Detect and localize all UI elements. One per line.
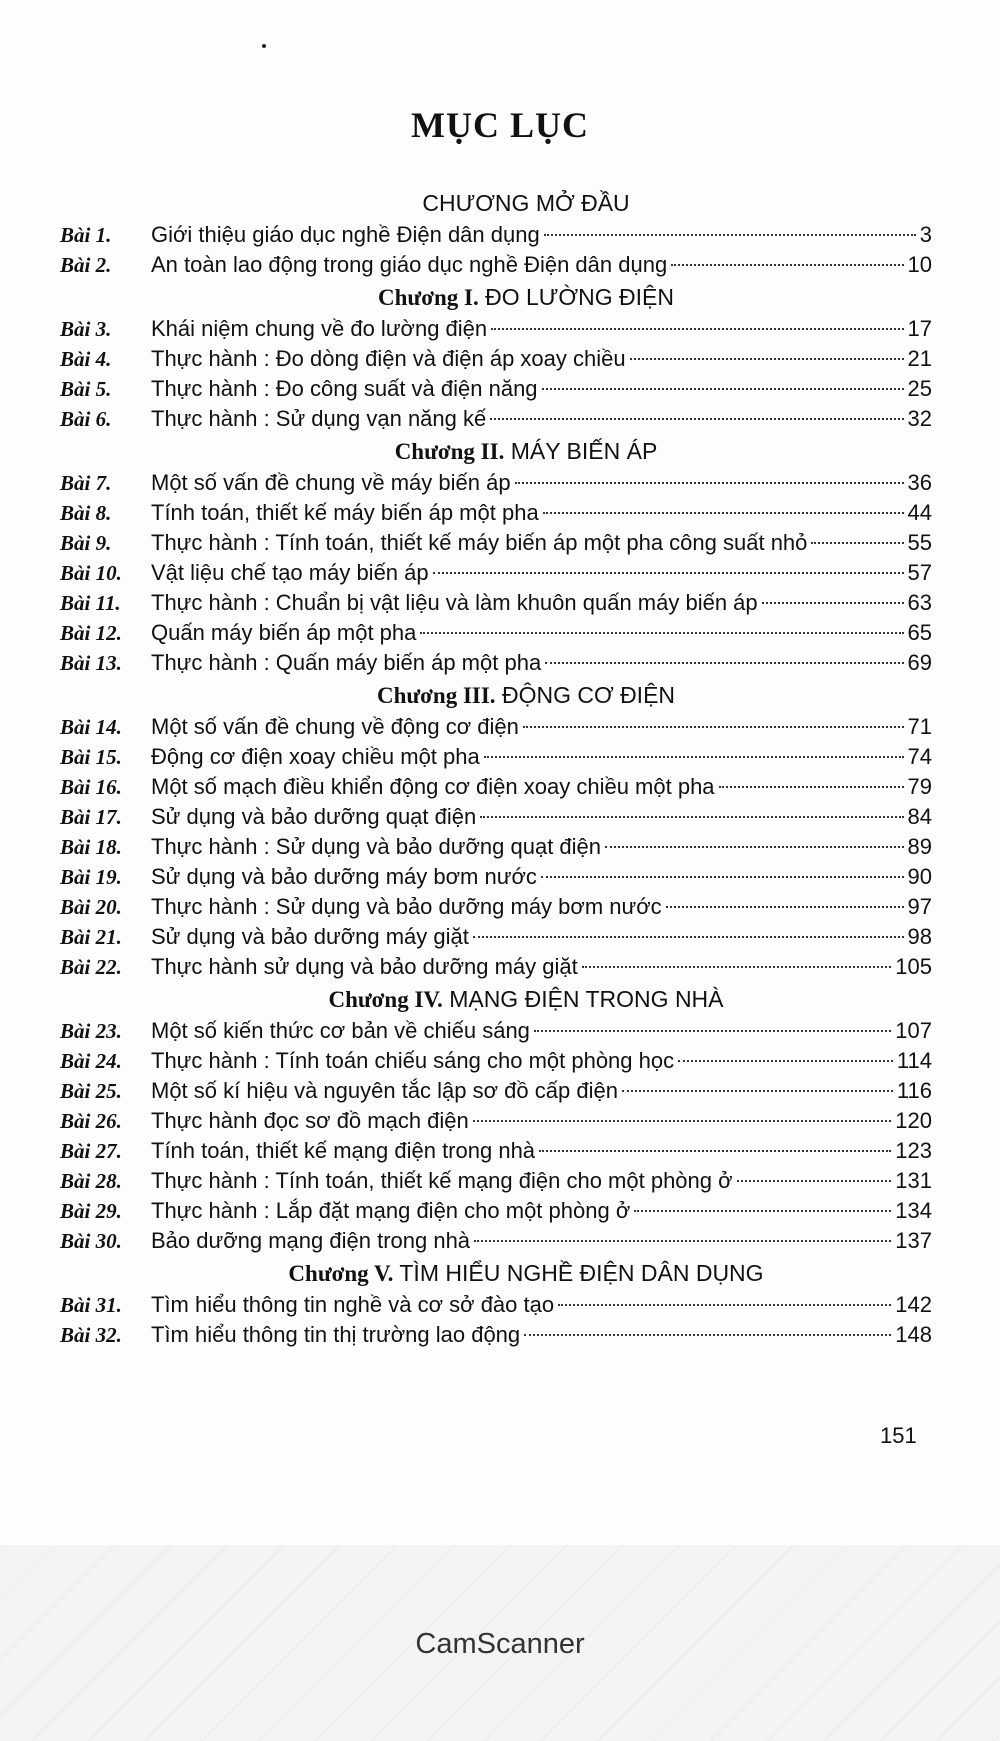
lesson-page-number: 98 xyxy=(907,924,932,949)
chapter-prefix: Chương III. xyxy=(376,683,496,708)
toc-entry xyxy=(60,588,932,618)
dot-leader xyxy=(541,876,904,878)
lesson-page-number: 107 xyxy=(895,1018,932,1043)
toc-entry xyxy=(60,862,932,892)
lesson-title: Thực hành sử dụng và bảo dưỡng máy giặt xyxy=(151,954,578,979)
dot-leader xyxy=(558,1304,891,1306)
lesson-page-number: 89 xyxy=(907,834,932,859)
toc-entry xyxy=(60,220,932,250)
dot-leader xyxy=(473,1120,892,1122)
toc-entry xyxy=(60,558,932,588)
lesson-label: Bài 19. xyxy=(60,865,122,889)
lesson-page-number: 17 xyxy=(907,316,932,341)
chapter-title: MÁY BIẾN ÁP xyxy=(510,438,658,464)
toc-entry xyxy=(60,648,932,678)
lesson-label: Bài 2. xyxy=(60,253,112,277)
lesson-title: Một số kiến thức cơ bản về chiếu sáng xyxy=(151,1018,530,1043)
dot-leader xyxy=(634,1210,891,1212)
chapter-heading xyxy=(120,280,932,314)
lesson-label: Bài 18. xyxy=(60,835,122,859)
dot-leader xyxy=(473,936,904,938)
lesson-page-number: 79 xyxy=(907,774,932,799)
toc-entry xyxy=(60,892,932,922)
lesson-page-number: 63 xyxy=(907,590,932,615)
lesson-label: Bài 31. xyxy=(60,1293,122,1317)
lesson-title: Động cơ điện xoay chiều một pha xyxy=(151,744,480,769)
toc-entry xyxy=(60,498,932,528)
toc-entry xyxy=(60,1166,932,1196)
toc-entry xyxy=(60,374,932,404)
dot-leader xyxy=(480,816,903,818)
lesson-page-number: 36 xyxy=(907,470,932,495)
toc-entry xyxy=(60,1226,932,1256)
toc-entry xyxy=(60,1046,932,1076)
lesson-title: Giới thiệu giáo dục nghề Điện dân dụng xyxy=(151,222,540,247)
chapter-prefix: Chương I. xyxy=(378,285,479,310)
lesson-page-number: 3 xyxy=(919,222,932,247)
lesson-title: Thực hành : Quấn máy biến áp một pha xyxy=(151,650,542,675)
lesson-page-number: 134 xyxy=(895,1198,932,1223)
lesson-label: Bài 15. xyxy=(60,745,122,769)
dot-leader xyxy=(737,1180,892,1182)
lesson-page-number: 84 xyxy=(907,804,932,829)
lesson-label: Bài 1. xyxy=(60,223,112,247)
lesson-page-number: 142 xyxy=(895,1292,932,1317)
toc-entry xyxy=(60,314,932,344)
dot-leader xyxy=(719,786,904,788)
lesson-title: Thực hành : Sử dụng và bảo dưỡng quạt điện xyxy=(151,834,602,859)
chapter-heading xyxy=(120,678,932,712)
lesson-title: Thực hành : Tính toán chiếu sáng cho một phòng học xyxy=(151,1048,675,1073)
scanner-brand: CamScanner xyxy=(415,1628,585,1660)
lesson-label: Bài 5. xyxy=(60,377,112,401)
lesson-label: Bài 10. xyxy=(60,561,122,585)
dot-leader xyxy=(490,418,903,420)
lesson-title: Tính toán, thiết kế mạng điện trong nhà xyxy=(151,1138,536,1163)
toc-entry xyxy=(60,250,932,280)
lesson-title: Thực hành : Đo công suất và điện năng xyxy=(151,376,538,401)
toc-entry xyxy=(60,618,932,648)
dot-leader xyxy=(762,602,904,604)
lesson-title: Thực hành : Sử dụng vạn năng kế xyxy=(151,406,487,431)
lesson-label: Bài 23. xyxy=(60,1019,122,1043)
lesson-page-number: 120 xyxy=(895,1108,932,1133)
lesson-title: Thực hành : Đo dòng điện và điện áp xoay chiều xyxy=(151,346,626,371)
toc-entry xyxy=(60,1136,932,1166)
lesson-title: Tính toán, thiết kế máy biến áp một pha xyxy=(151,500,539,525)
dot-leader xyxy=(811,542,903,544)
dot-leader xyxy=(484,756,904,758)
lesson-title: Khái niệm chung về đo lường điện xyxy=(151,316,488,341)
table-of-contents xyxy=(60,186,932,1350)
page-number: 151 xyxy=(880,1423,917,1448)
lesson-title: Một số vấn đề chung về động cơ điện xyxy=(151,714,519,739)
lesson-label: Bài 9. xyxy=(60,531,112,555)
lesson-page-number: 57 xyxy=(907,560,932,585)
page-title: MỤC LỤC xyxy=(411,105,589,145)
lesson-label: Bài 7. xyxy=(60,471,112,495)
toc-entry xyxy=(60,1076,932,1106)
dot-leader xyxy=(545,662,903,664)
lesson-page-number: 105 xyxy=(895,954,932,979)
chapter-prefix: Chương V. xyxy=(288,1261,394,1286)
dot-leader xyxy=(582,966,892,968)
lesson-page-number: 90 xyxy=(907,864,932,889)
lesson-label: Bài 4. xyxy=(60,347,112,371)
lesson-label: Bài 25. xyxy=(60,1079,122,1103)
lesson-label: Bài 11. xyxy=(60,591,121,615)
chapter-title: CHƯƠNG MỞ ĐẦU xyxy=(422,190,630,216)
lesson-page-number: 97 xyxy=(907,894,932,919)
dot-leader xyxy=(534,1030,891,1032)
lesson-page-number: 69 xyxy=(907,650,932,675)
toc-entry xyxy=(60,952,932,982)
toc-entry xyxy=(60,404,932,434)
lesson-title: Tìm hiểu thông tin thị trường lao động xyxy=(151,1322,521,1347)
lesson-page-number: 131 xyxy=(895,1168,932,1193)
lesson-label: Bài 28. xyxy=(60,1169,122,1193)
chapter-title: TÌM HIỂU NGHỀ ĐIỆN DÂN DỤNG xyxy=(399,1260,764,1286)
lesson-label: Bài 12. xyxy=(60,621,122,645)
toc-entry xyxy=(60,802,932,832)
lesson-title: Thực hành : Tính toán, thiết kế mạng điện cho một phòng ở xyxy=(151,1168,733,1193)
toc-entry xyxy=(60,1290,932,1320)
lesson-page-number: 44 xyxy=(907,500,932,525)
chapter-title: MẠNG ĐIỆN TRONG NHÀ xyxy=(449,986,724,1012)
lesson-label: Bài 17. xyxy=(60,805,122,829)
lesson-label: Bài 29. xyxy=(60,1199,122,1223)
lesson-label: Bài 14. xyxy=(60,715,122,739)
lesson-title: Tìm hiểu thông tin nghề và cơ sở đào tạo xyxy=(151,1292,555,1317)
lesson-title: Thực hành đọc sơ đồ mạch điện xyxy=(151,1108,469,1133)
lesson-label: Bài 6. xyxy=(60,407,112,431)
lesson-page-number: 65 xyxy=(907,620,932,645)
lesson-label: Bài 32. xyxy=(60,1323,122,1347)
lesson-page-number: 148 xyxy=(895,1322,932,1347)
lesson-page-number: 55 xyxy=(907,530,932,555)
dot-leader xyxy=(524,1334,891,1336)
lesson-page-number: 32 xyxy=(907,406,932,431)
chapter-title: ĐỘNG CƠ ĐIỆN xyxy=(501,682,676,708)
toc-entry xyxy=(60,1196,932,1226)
toc-entry xyxy=(60,528,932,558)
toc-entry xyxy=(60,1016,932,1046)
scan-speck xyxy=(262,44,266,48)
lesson-page-number: 25 xyxy=(907,376,932,401)
lesson-title: Bảo dưỡng mạng điện trong nhà xyxy=(151,1228,471,1253)
lesson-page-number: 123 xyxy=(895,1138,932,1163)
lesson-title: Một số vấn đề chung về máy biến áp xyxy=(151,470,511,495)
lesson-label: Bài 26. xyxy=(60,1109,122,1133)
dot-leader xyxy=(678,1060,893,1062)
lesson-page-number: 21 xyxy=(907,346,932,371)
lesson-label: Bài 24. xyxy=(60,1049,122,1073)
lesson-title: Thực hành : Lắp đặt mạng điện cho một phòng ở xyxy=(151,1198,631,1223)
lesson-label: Bài 22. xyxy=(60,955,122,979)
dot-leader xyxy=(630,358,904,360)
toc-entry xyxy=(60,742,932,772)
toc-entry xyxy=(60,468,932,498)
lesson-title: Vật liệu chế tạo máy biến áp xyxy=(151,560,429,585)
lesson-page-number: 116 xyxy=(896,1078,932,1103)
toc-entry xyxy=(60,1106,932,1136)
dot-leader xyxy=(491,328,903,330)
dot-leader xyxy=(666,906,904,908)
lesson-label: Bài 21. xyxy=(60,925,122,949)
lesson-label: Bài 30. xyxy=(60,1229,122,1253)
toc-entry xyxy=(60,1320,932,1350)
lesson-label: Bài 27. xyxy=(60,1139,122,1163)
lesson-page-number: 114 xyxy=(896,1048,932,1073)
dot-leader xyxy=(622,1090,893,1092)
lesson-label: Bài 16. xyxy=(60,775,122,799)
chapter-title: ĐO LƯỜNG ĐIỆN xyxy=(485,284,674,310)
toc-entry xyxy=(60,712,932,742)
chapter-heading xyxy=(120,1256,932,1290)
lesson-title: An toàn lao động trong giáo dục nghề Điện dân dụng xyxy=(151,252,668,277)
lesson-title: Thực hành : Chuẩn bị vật liệu và làm khuôn quấn máy biến áp xyxy=(151,590,758,615)
dot-leader xyxy=(433,572,904,574)
toc-entry xyxy=(60,344,932,374)
dot-leader xyxy=(523,726,904,728)
chapter-heading xyxy=(120,186,932,220)
lesson-title: Sử dụng và bảo dưỡng máy giặt xyxy=(151,924,469,949)
lesson-label: Bài 20. xyxy=(60,895,122,919)
lesson-title: Thực hành : Sử dụng và bảo dưỡng máy bơm nước xyxy=(151,894,662,919)
lesson-title: Một số kí hiệu và nguyên tắc lập sơ đồ cấp điện xyxy=(151,1078,618,1103)
lesson-title: Quấn máy biến áp một pha xyxy=(151,620,417,645)
dot-leader xyxy=(605,846,903,848)
chapter-heading xyxy=(120,434,932,468)
lesson-label: Bài 8. xyxy=(60,501,112,525)
lesson-title: Một số mạch điều khiển động cơ điện xoay chiều một pha xyxy=(151,774,715,799)
chapter-heading xyxy=(120,982,932,1016)
lesson-title: Sử dụng và bảo dưỡng máy bơm nước xyxy=(151,864,537,889)
dot-leader xyxy=(544,234,916,236)
lesson-page-number: 10 xyxy=(907,252,932,277)
lesson-page-number: 74 xyxy=(907,744,932,769)
dot-leader xyxy=(543,512,904,514)
dot-leader xyxy=(515,482,904,484)
toc-entry xyxy=(60,832,932,862)
toc-entry xyxy=(60,772,932,802)
lesson-page-number: 137 xyxy=(895,1228,932,1253)
dot-leader xyxy=(542,388,904,390)
lesson-title: Thực hành : Tính toán, thiết kế máy biến áp một pha công suất nhỏ xyxy=(151,530,808,555)
chapter-prefix: Chương IV. xyxy=(328,987,443,1012)
dot-leader xyxy=(420,632,903,634)
toc-entry xyxy=(60,922,932,952)
lesson-title: Sử dụng và bảo dưỡng quạt điện xyxy=(151,804,477,829)
dot-leader xyxy=(474,1240,891,1242)
lesson-label: Bài 3. xyxy=(60,317,112,341)
dot-leader xyxy=(539,1150,891,1152)
dot-leader xyxy=(671,264,903,266)
lesson-label: Bài 13. xyxy=(60,651,122,675)
chapter-prefix: Chương II. xyxy=(394,439,505,464)
lesson-page-number: 71 xyxy=(907,714,932,739)
